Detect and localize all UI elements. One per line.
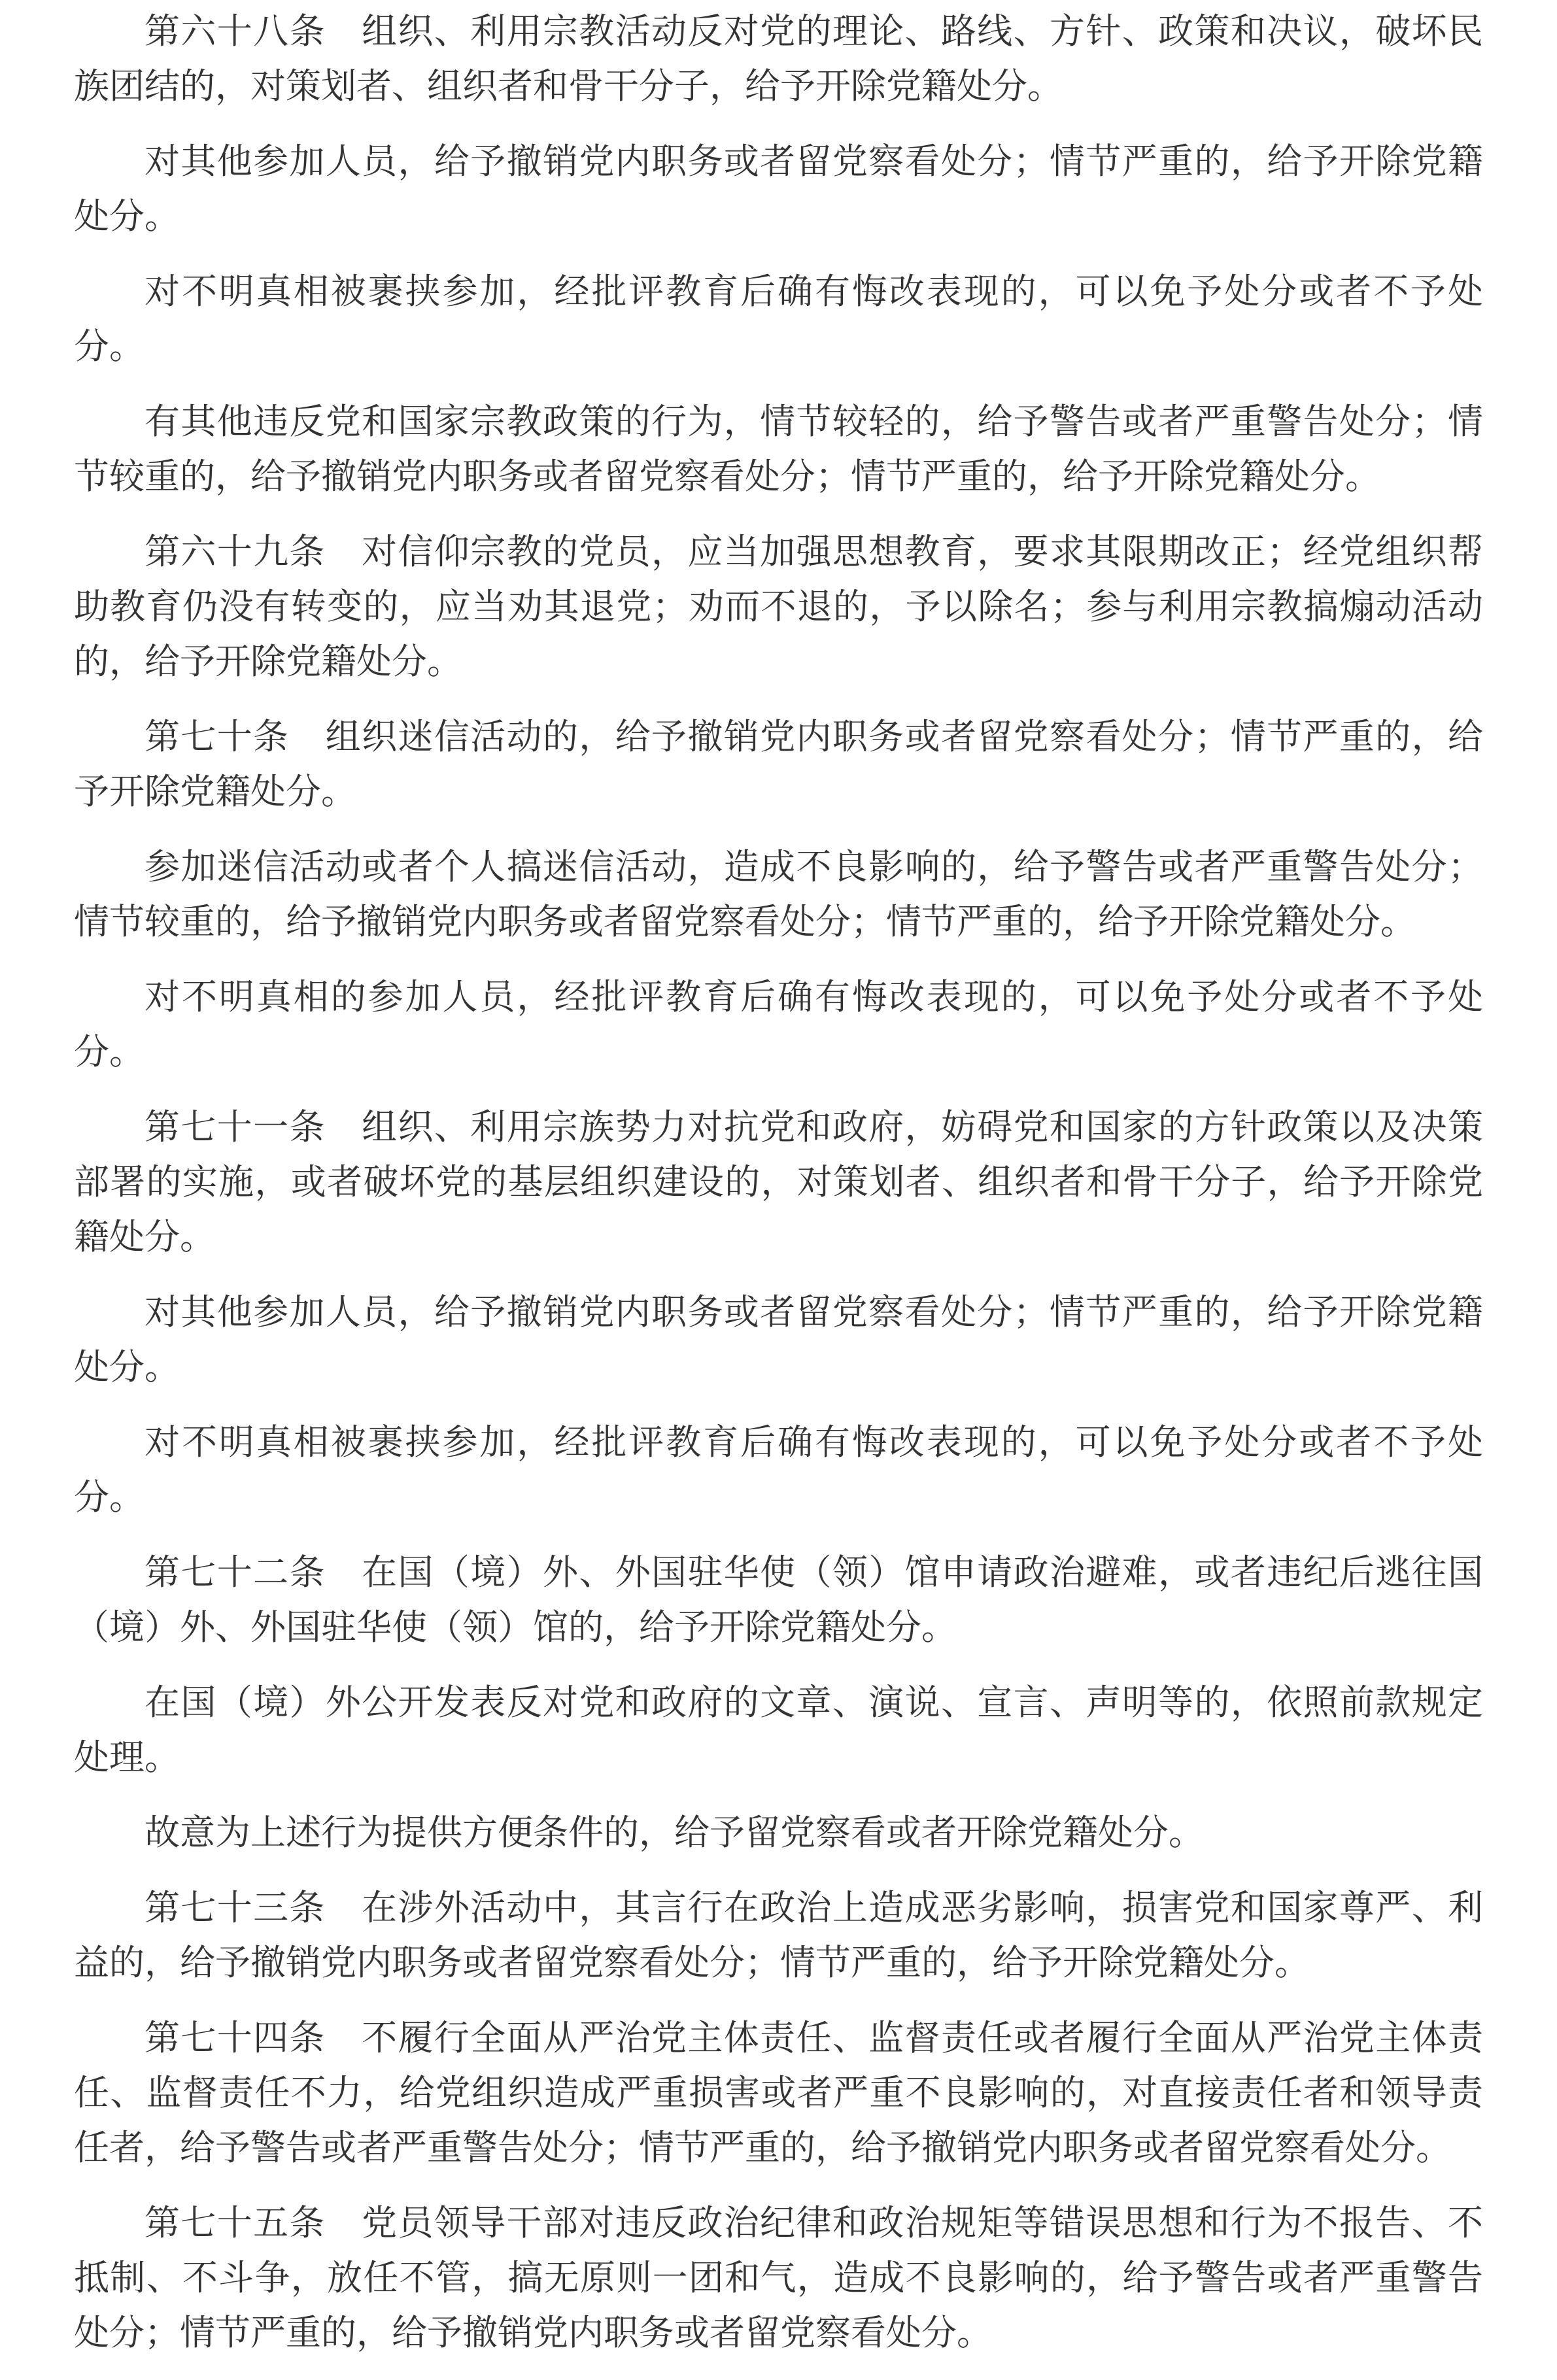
regulation-paragraph: 在国（境）外公开发表反对党和政府的文章、演说、宣言、声明等的，依照前款规定处理。	[74, 1683, 1483, 1777]
regulation-paragraph: 第七十三条 在涉外活动中，其言行在政治上造成恶劣影响，损害党和国家尊严、利益的，给予撤销党内职务或者留党察看处分；情节严重的，给予开除党籍处分。	[74, 1888, 1483, 1982]
regulation-paragraph: 第七十四条 不履行全面从严治党主体责任、监督责任或者履行全面从严治党主体责任、监督责任不力，给党组织造成严重损害或者严重不良影响的，对直接责任者和领导责任者，给予警告或者严重警告处分；情节严重的，给予撤销党内职务或者留党察看处分。	[74, 2018, 1483, 2168]
regulation-paragraph: 第七十二条 在国（境）外、外国驻华使（领）馆申请政治避难，或者违纪后逃往国（境）外、外国驻华使（领）馆的，给予开除党籍处分。	[74, 1553, 1483, 1647]
regulation-paragraph: 对不明真相被裹挟参加，经批评教育后确有悔改表现的，可以免予处分或者不予处分。	[74, 272, 1483, 366]
regulation-paragraph: 故意为上述行为提供方便条件的，给予留党察看或者开除党籍处分。	[145, 1813, 1204, 1852]
regulation-text-body	[74, 4, 1483, 2360]
regulation-paragraph: 对不明真相的参加人员，经批评教育后确有悔改表现的，可以免予处分或者不予处分。	[74, 978, 1483, 1072]
regulation-paragraph: 参加迷信活动或者个人搞迷信活动，造成不良影响的，给予警告或者严重警告处分；情节较重的，给予撤销党内职务或者留党察看处分；情节严重的，给予开除党籍处分。	[74, 847, 1483, 942]
regulation-paragraph: 第七十一条 组织、利用宗族势力对抗党和政府，妨碍党和国家的方针政策以及决策部署的实施，或者破坏党的基层组织建设的，对策划者、组织者和骨干分子，给予开除党籍处分。	[74, 1108, 1483, 1257]
regulation-paragraph: 对其他参加人员，给予撤销党内职务或者留党察看处分；情节严重的，给予开除党籍处分。	[74, 142, 1483, 236]
regulation-paragraph: 第六十八条 组织、利用宗教活动反对党的理论、路线、方针、政策和决议，破坏民族团结的，对策划者、组织者和骨干分子，给予开除党籍处分。	[74, 12, 1483, 106]
regulation-paragraph: 第七十条 组织迷信活动的，给予撤销党内职务或者留党察看处分；情节严重的，给予开除党籍处分。	[74, 717, 1483, 811]
regulation-paragraph: 第七十五条 党员领导干部对违反政治纪律和政治规矩等错误思想和行为不报告、不抵制、不斗争，放任不管，搞无原则一团和气，造成不良影响的，给予警告或者严重警告处分；情节严重的，给予撤销党内职务或者留党察看处分。	[74, 2203, 1483, 2353]
regulation-paragraph: 对其他参加人员，给予撤销党内职务或者留党察看处分；情节严重的，给予开除党籍处分。	[74, 1293, 1483, 1387]
regulation-paragraph: 对不明真相被裹挟参加，经批评教育后确有悔改表现的，可以免予处分或者不予处分。	[74, 1423, 1483, 1517]
regulation-paragraph: 第六十九条 对信仰宗教的党员，应当加强思想教育，要求其限期改正；经党组织帮助教育仍没有转变的，应当劝其退党；劝而不退的，予以除名；参与利用宗教搞煽动活动的，给予开除党籍处分。	[74, 532, 1483, 681]
paragraph-list	[74, 4, 1483, 2360]
regulation-paragraph: 有其他违反党和国家宗教政策的行为，情节较轻的，给予警告或者严重警告处分；情节较重的，给予撤销党内职务或者留党察看处分；情节严重的，给予开除党籍处分。	[74, 402, 1483, 496]
